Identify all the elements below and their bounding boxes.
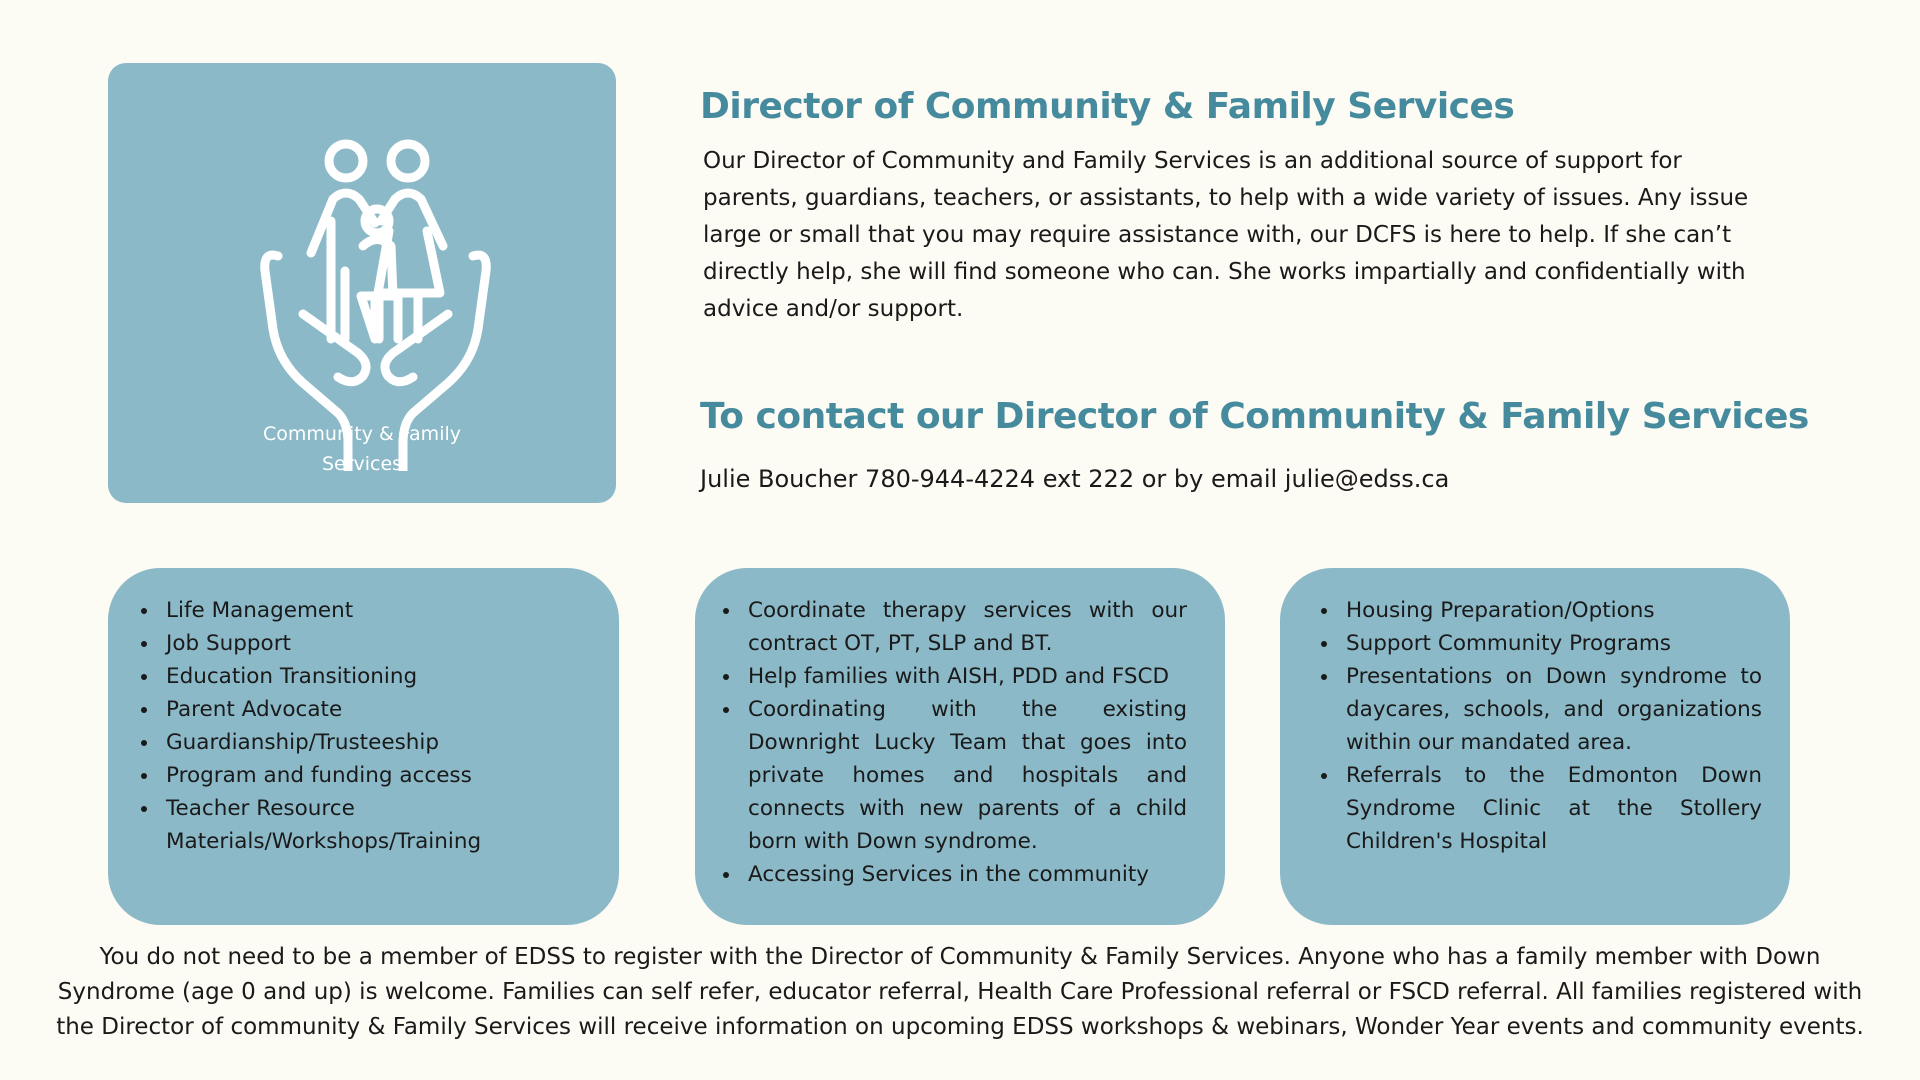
- contact-details: Julie Boucher 780-944-4224 ext 222 or by email julie@edss.ca: [700, 465, 1450, 493]
- list-item: • Coordinating with the existing Downright Lucky Team that goes into private homes and hospitals and connects with new parents of a child born with Down syndrome.: [742, 693, 1187, 858]
- list-item: • Education Transitioning: [160, 660, 599, 693]
- contact-heading: To contact our Director of Community & Family Services: [700, 396, 1809, 437]
- list-item: • Coordinate therapy services with our contract OT, PT, SLP and BT.: [742, 594, 1187, 660]
- list-item: • Referrals to the Edmonton Down Syndrome Clinic at the Stollery Children's Hospital: [1340, 759, 1762, 858]
- logo-caption: [108, 419, 616, 479]
- list-item: • Help families with AISH, PDD and FSCD: [742, 660, 1187, 693]
- services-list-1: [138, 594, 599, 858]
- list-item: • Housing Preparation/Options: [1340, 594, 1762, 627]
- intro-paragraph: Our Director of Community and Family Services is an additional source of support for parents, guardians, teachers, or assistants, to help with a wide variety of issues. Any issue large or small that you may require assistance with, our DCFS is here to help. If she can’t directly help, she will find someone who can. She works impartially and confidentially with advice and/or support.: [703, 148, 1749, 322]
- list-item: • Accessing Services in the community: [742, 858, 1187, 891]
- logo-caption-line2: Services: [321, 453, 403, 475]
- services-card-2: [695, 568, 1225, 925]
- services-list-3: [1318, 594, 1762, 858]
- list-item: • Parent Advocate: [160, 693, 599, 726]
- list-item: • Presentations on Down syndrome to daycares, schools, and organizations within our mandated area.: [1340, 660, 1762, 759]
- footer-note: You do not need to be a member of EDSS to register with the Director of Community & Family Services. Anyone who has a family member with Down Syndrome (age 0 and up) is welcome. Families can self refer, educator referral, Health Care Professional referral or FSCD referral. All families registered with the Director of community & Family Services will receive information on upcoming EDSS workshops & webinars, Wonder Year events and community events.: [56, 944, 1864, 1040]
- list-item: • Guardianship/Trusteeship: [160, 726, 599, 759]
- list-item: • Program and funding access: [160, 759, 599, 792]
- family-in-hands-icon: [203, 71, 523, 471]
- services-card-1: [108, 568, 619, 925]
- list-item: • Teacher Resource Materials/Workshops/Training: [160, 792, 496, 858]
- services-list-2: [720, 594, 1187, 891]
- list-item: • Support Community Programs: [1340, 627, 1762, 660]
- logo-card: [108, 63, 616, 503]
- logo-caption-line1: Community & Family: [263, 423, 461, 445]
- list-item: • Job Support: [160, 627, 599, 660]
- list-item: • Life Management: [160, 594, 599, 627]
- page-title: Director of Community & Family Services: [700, 86, 1515, 127]
- services-card-3: [1280, 568, 1790, 925]
